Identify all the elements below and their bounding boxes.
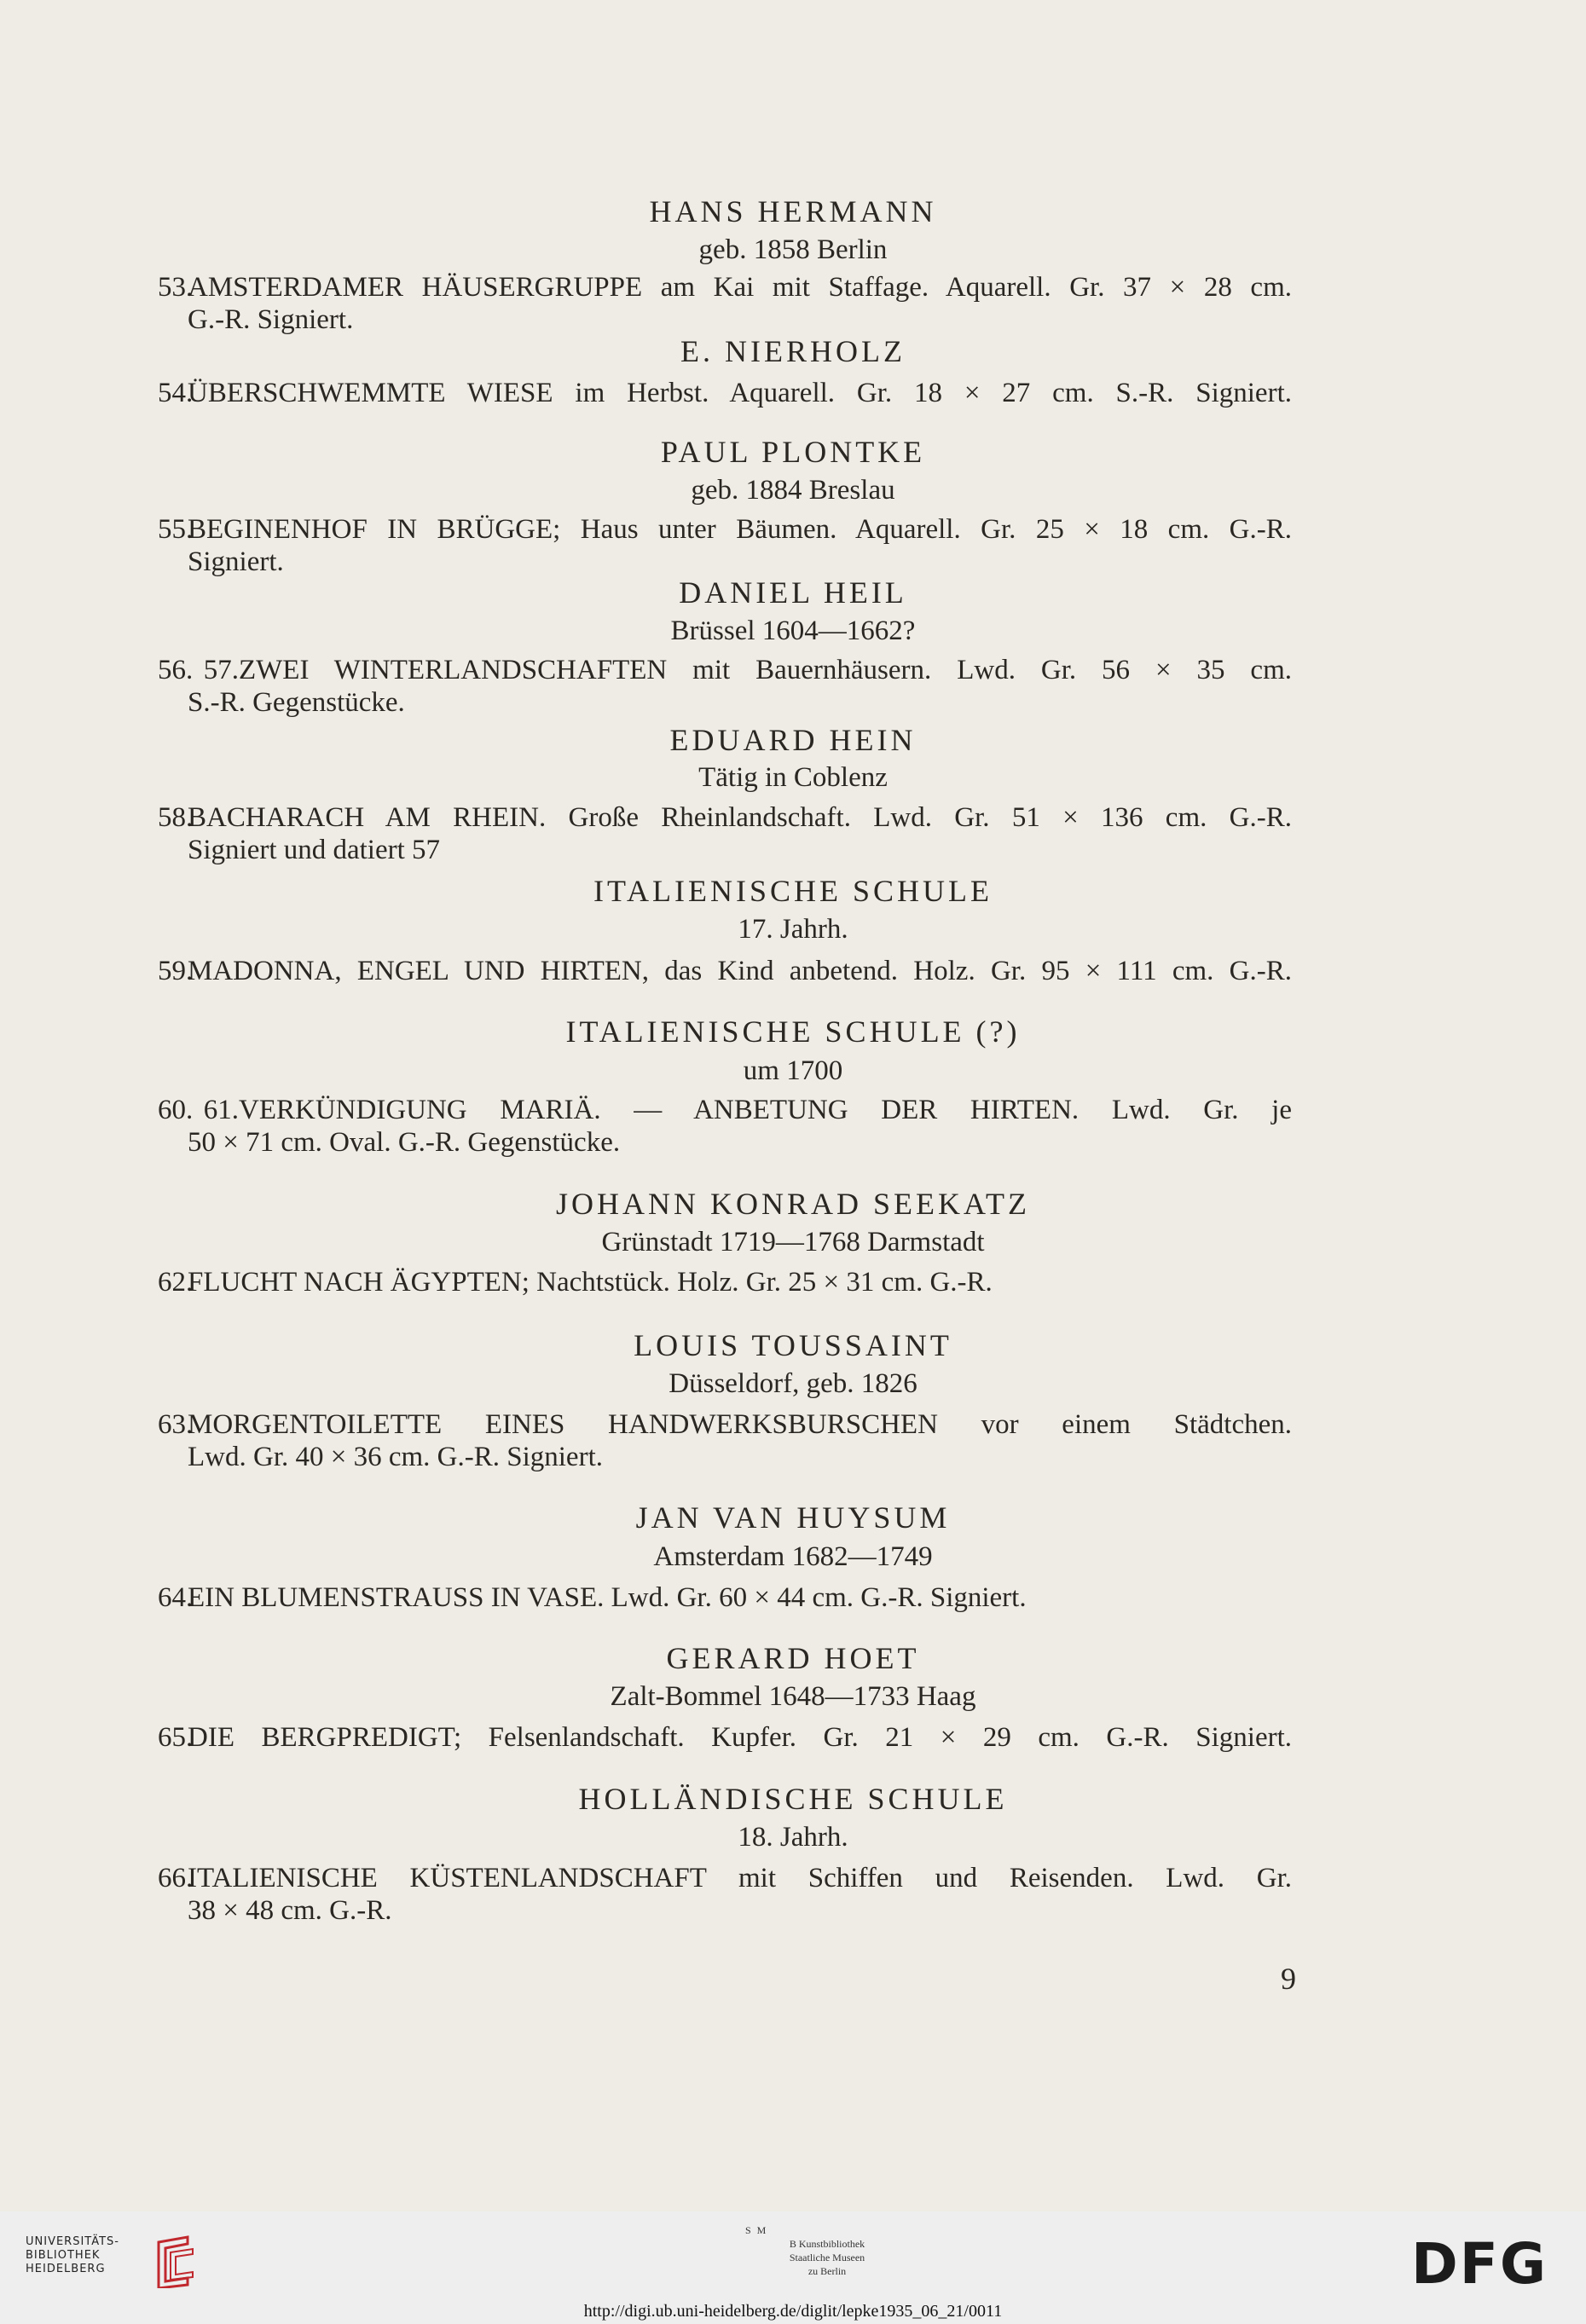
- artist-heading: ITALIENISCHE SCHULE (?): [565, 1015, 1021, 1049]
- artist-dates: 18. Jahrh.: [738, 1822, 848, 1853]
- dfg-logo[interactable]: [1411, 2234, 1565, 2293]
- entry-text: ITALIENISCHE KÜSTENLANDSCHAFT mit Schiffen und Reisenden. Lwd. Gr.: [188, 1863, 1292, 1893]
- museum-logo-line: Staatliche Museen: [789, 2252, 865, 2263]
- catalog-entry: [158, 377, 1292, 409]
- entry-text: AMSTERDAMER HÄUSERGRUPPE am Kai mit Staffage. Aquarell. Gr. 37 × 28 cm.: [188, 272, 1292, 303]
- dfg-logo-text: DFG: [1411, 2234, 1548, 2293]
- catalog-entry: [158, 1266, 1292, 1298]
- entry-text: MADONNA, ENGEL UND HIRTEN, das Kind anbetend. Holz. Gr. 95 × 111 cm. G.-R.: [188, 956, 1292, 986]
- entry-text: ZWEI WINTERLANDSCHAFTEN mit Bauernhäusern. Lwd. Gr. 56 × 35 cm.: [239, 655, 1292, 685]
- entry-text: FLUCHT NACH ÄGYPTEN; Nachtstück. Holz. Gr. 25 × 31 cm. G.-R.: [188, 1267, 993, 1298]
- artist-heading: LOUIS TOUSSAINT: [634, 1328, 952, 1362]
- artist-heading: JOHANN KONRAD SEEKATZ: [556, 1187, 1030, 1221]
- entry-number: 58.: [158, 802, 194, 833]
- artist-heading: HANS HERMANN: [649, 194, 937, 228]
- museum-logo-line: B Kunstbibliothek: [789, 2238, 865, 2250]
- catalog-entry: [158, 1581, 1292, 1614]
- museum-logo-line: zu Berlin: [807, 2265, 847, 2277]
- entry-number: 60. 61.: [158, 1095, 239, 1125]
- catalog-entry: [158, 513, 1292, 578]
- entry-text-continued: Signiert.: [188, 546, 284, 577]
- library-mark-icon: [153, 2235, 198, 2288]
- entry-number: 55.: [158, 514, 194, 545]
- catalog-entry: [158, 1721, 1292, 1754]
- entry-text: DIE BERGPREDIGT; Felsenlandschaft. Kupfer. Gr. 21 × 29 cm. G.-R. Signiert.: [188, 1722, 1292, 1753]
- entry-text: MORGENTOILETTE EINES HANDWERKSBURSCHEN vor einem Städtchen.: [188, 1409, 1292, 1440]
- artist-dates: Grünstadt 1719—1768 Darmstadt: [601, 1227, 985, 1257]
- catalog-entry: [158, 955, 1292, 987]
- artist-dates: Tätig in Coblenz: [698, 762, 888, 793]
- entry-number: 65.: [158, 1722, 194, 1753]
- logo-text-line: HEIDELBERG: [26, 2263, 106, 2275]
- entry-text: VERKÜNDIGUNG MARIÄ. — ANBETUNG DER HIRTEN. Lwd. Gr. je: [239, 1095, 1292, 1125]
- entry-text: EIN BLUMENSTRAUSS IN VASE. Lwd. Gr. 60 × 44 cm. G.-R. Signiert.: [188, 1582, 1027, 1613]
- artist-heading: EDUARD HEIN: [669, 723, 917, 757]
- university-library-logo[interactable]: [26, 2235, 196, 2286]
- dfg-logo-icon: [1411, 2234, 1565, 2293]
- catalog-entry: [158, 1094, 1292, 1159]
- artist-heading: E. NIERHOLZ: [680, 334, 906, 368]
- entry-number: 53.: [158, 272, 194, 303]
- artist-dates: 17. Jahrh.: [738, 914, 848, 945]
- logo-text-line: BIBLIOTHEK: [26, 2249, 101, 2262]
- entry-text: BACHARACH AM RHEIN. Große Rheinlandschaft. Lwd. Gr. 51 × 136 cm. G.-R.: [188, 802, 1292, 833]
- entry-text-continued: Signiert und datiert 57: [188, 835, 441, 865]
- artist-dates: geb. 1858 Berlin: [698, 234, 888, 265]
- entry-number: 59.: [158, 956, 194, 986]
- entry-number: 62.: [158, 1267, 194, 1298]
- entry-text-continued: G.-R. Signiert.: [188, 304, 354, 335]
- artist-heading: DANIEL HEIL: [679, 575, 907, 610]
- sm-logo-text: S M: [745, 2224, 768, 2236]
- entry-number: 56. 57.: [158, 655, 239, 685]
- artist-dates: um 1700: [743, 1055, 843, 1086]
- catalog-entry: [158, 271, 1292, 336]
- entry-number: 66.: [158, 1863, 194, 1893]
- entry-text: ÜBERSCHWEMMTE WIESE im Herbst. Aquarell. Gr. 18 × 27 cm. S.-R. Signiert.: [188, 378, 1292, 408]
- entry-number: 54.: [158, 378, 194, 408]
- artist-heading: ITALIENISCHE SCHULE: [593, 874, 993, 908]
- artist-dates: Amsterdam 1682—1749: [653, 1541, 933, 1572]
- entry-text-continued: 50 × 71 cm. Oval. G.-R. Gegenstücke.: [188, 1127, 621, 1158]
- artist-heading: PAUL PLONTKE: [660, 435, 926, 469]
- source-url-link[interactable]: http://digi.ub.uni-heidelberg.de/diglit/lepke1935_06_21/0011: [583, 2302, 1003, 2321]
- artist-dates: Brüssel 1604—1662?: [670, 616, 916, 646]
- artist-heading: GERARD HOET: [666, 1641, 920, 1675]
- logo-text-line: UNIVERSITÄTS-: [26, 2235, 119, 2248]
- entry-text-continued: S.-R. Gegenstücke.: [188, 687, 405, 718]
- artist-dates: geb. 1884 Breslau: [691, 475, 895, 506]
- artist-dates: Zalt-Bommel 1648—1733 Haag: [610, 1681, 976, 1712]
- entry-number: 63.: [158, 1409, 194, 1440]
- catalog-entry: [158, 1862, 1292, 1927]
- catalog-entry: [158, 801, 1292, 866]
- page-number: 9: [1281, 1962, 1296, 1996]
- catalog-entry: [158, 1408, 1292, 1473]
- staatliche-museen-logo[interactable]: [742, 2223, 912, 2278]
- entry-text-continued: Lwd. Gr. 40 × 36 cm. G.-R. Signiert.: [188, 1442, 603, 1472]
- entry-text: BEGINENHOF IN BRÜGGE; Haus unter Bäumen. Aquarell. Gr. 25 × 18 cm. G.-R.: [188, 514, 1292, 545]
- artist-heading: JAN VAN HUYSUM: [635, 1500, 951, 1535]
- entry-text-continued: 38 × 48 cm. G.-R.: [188, 1895, 392, 1926]
- entry-number: 64.: [158, 1582, 194, 1613]
- artist-heading: HOLLÄNDISCHE SCHULE: [578, 1782, 1008, 1816]
- artist-dates: Düsseldorf, geb. 1826: [669, 1368, 917, 1399]
- catalog-entry: [158, 654, 1292, 719]
